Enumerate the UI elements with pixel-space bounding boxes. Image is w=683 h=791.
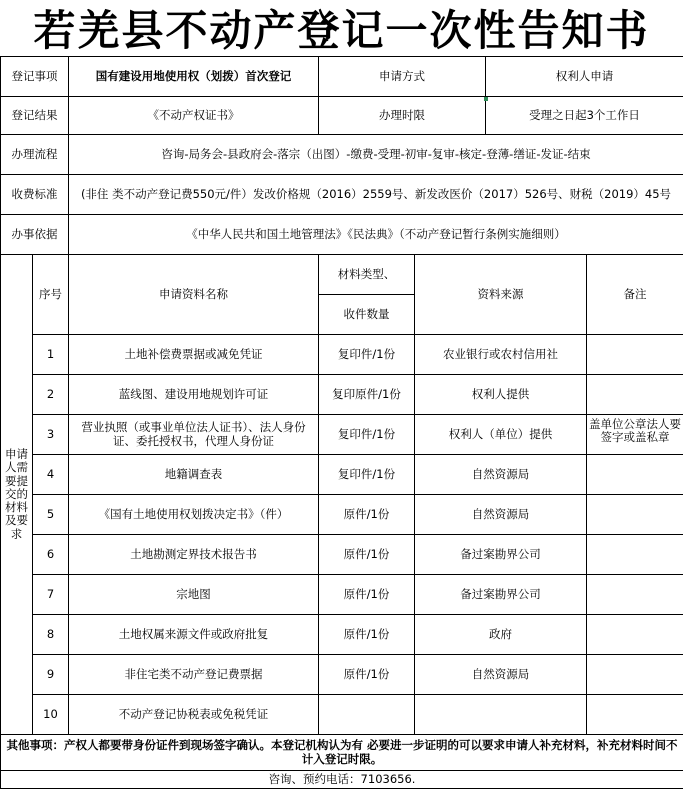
table-row — [1, 335, 683, 375]
row-type: 复印原件/1份 — [319, 375, 415, 415]
row-type: 原件/1份 — [319, 495, 415, 535]
row-name: 非住宅类不动产登记费票据 — [69, 655, 319, 695]
row-remark — [587, 695, 683, 735]
row-no: 10 — [33, 695, 69, 735]
col-type-header-top: 材料类型、 — [319, 255, 415, 295]
row-remark — [587, 415, 683, 455]
materials-side-label: 申请人需要提交的材料及要求 — [1, 255, 33, 735]
notice-table — [0, 56, 683, 789]
row-source: 自然资源局 — [415, 495, 587, 535]
result-value: 《不动产权证书》 — [69, 97, 319, 135]
row-remark — [587, 455, 683, 495]
other-notes: 其他事项：产权人都要带身份证件到现场签字确认。本登记机构认为有 必要进一步证明的可以要求申请人补充材料，补充材料时间不计入登记时限。 — [1, 735, 683, 771]
row-remark — [587, 535, 683, 575]
table-row — [1, 455, 683, 495]
row-no: 1 — [33, 335, 69, 375]
col-type-header-bottom: 收件数量 — [319, 295, 415, 335]
row-name: 营业执照（或事业单位法人证书）、法人身份证、委托授权书，代理人身份证 — [69, 415, 319, 455]
table-row — [1, 575, 683, 615]
period-value: 受理之日起3个工作日 — [486, 97, 683, 135]
materials-header-row — [1, 255, 683, 295]
item-label: 登记事项 — [1, 57, 69, 97]
table-row — [1, 695, 683, 735]
table-row — [1, 375, 683, 415]
table-row — [1, 415, 683, 455]
page-title: 若羌县不动产登记一次性告知书 — [33, 6, 650, 55]
row-source: 自然资源局 — [415, 655, 587, 695]
process-label: 办理流程 — [1, 135, 69, 175]
row-name: 土地勘测定界技术报告书 — [69, 535, 319, 575]
row-source: 权利人提供 — [415, 375, 587, 415]
fee-row — [1, 175, 683, 215]
row-no: 4 — [33, 455, 69, 495]
period-label: 办理时限 — [319, 97, 486, 135]
fee-value: (非住 类不动产登记费550元/件）发改价格规（2016）2559号、新发改医价（2017）526号、财税（2019）45号 — [69, 175, 683, 215]
phone-row — [1, 771, 683, 789]
item-value: 国有建设用地使用权（划拨）首次登记 — [69, 57, 319, 97]
basis-label: 办事依据 — [1, 215, 69, 255]
row-remark — [587, 375, 683, 415]
row-remark — [587, 335, 683, 375]
col-source-header: 资料来源 — [415, 255, 587, 335]
basis-value: 《中华人民共和国土地管理法》《民法典》（不动产登记暂行条例实施细则） — [69, 215, 683, 255]
row-source: 备过案勘界公司 — [415, 575, 587, 615]
row-name: 蓝线图、建设用地规划许可证 — [69, 375, 319, 415]
process-value: 咨询-局务会-县政府会-落宗（出图）-缴费-受理-初审-复审-核定-登薄-缮证-发证-结束 — [69, 135, 683, 175]
row-remark-text: 盖单位公章法人要签字或盖私章 — [589, 417, 681, 445]
row-remark — [587, 655, 683, 695]
row-name: 不动产登记协税表或免税凭证 — [69, 695, 319, 735]
method-value: 权利人申请 — [486, 57, 683, 97]
table-row — [1, 495, 683, 535]
row-name: 地籍调查表 — [69, 455, 319, 495]
row-no: 8 — [33, 615, 69, 655]
row-no: 2 — [33, 375, 69, 415]
item-row — [1, 57, 683, 97]
row-type: 复印件/1份 — [319, 455, 415, 495]
row-name: 《国有土地使用权划拨决定书》（件） — [69, 495, 319, 535]
basis-row — [1, 215, 683, 255]
row-no: 7 — [33, 575, 69, 615]
table-row — [1, 535, 683, 575]
row-type: 原件/1份 — [319, 615, 415, 655]
cell-marker-icon — [484, 97, 488, 101]
row-name: 宗地图 — [69, 575, 319, 615]
row-type: 原件/1份 — [319, 575, 415, 615]
col-remark-header: 备注 — [587, 255, 683, 335]
row-name: 土地补偿费票据或减免凭证 — [69, 335, 319, 375]
row-source — [415, 695, 587, 735]
col-no-header: 序号 — [33, 255, 69, 335]
row-remark — [587, 615, 683, 655]
row-type — [319, 695, 415, 735]
row-no: 5 — [33, 495, 69, 535]
row-no: 3 — [33, 415, 69, 455]
col-name-header: 申请资料名称 — [69, 255, 319, 335]
row-type: 复印件/1份 — [319, 415, 415, 455]
method-label: 申请方式 — [319, 57, 486, 97]
row-source: 政府 — [415, 615, 587, 655]
row-source: 权利人（单位）提供 — [415, 415, 587, 455]
row-source: 农业银行或农村信用社 — [415, 335, 587, 375]
row-type: 复印件/1份 — [319, 335, 415, 375]
result-row — [1, 97, 683, 135]
row-remark — [587, 575, 683, 615]
fee-label: 收费标准 — [1, 175, 69, 215]
row-name: 土地权属来源文件或政府批复 — [69, 615, 319, 655]
result-label: 登记结果 — [1, 97, 69, 135]
note-row — [1, 735, 683, 771]
row-source: 自然资源局 — [415, 455, 587, 495]
row-remark — [587, 495, 683, 535]
consult-phone: 咨询、预约电话：7103656. — [1, 771, 683, 789]
row-type: 原件/1份 — [319, 655, 415, 695]
row-source: 备过案勘界公司 — [415, 535, 587, 575]
row-no: 9 — [33, 655, 69, 695]
table-row — [1, 655, 683, 695]
process-row — [1, 135, 683, 175]
row-type: 原件/1份 — [319, 535, 415, 575]
table-row — [1, 615, 683, 655]
row-no: 6 — [33, 535, 69, 575]
